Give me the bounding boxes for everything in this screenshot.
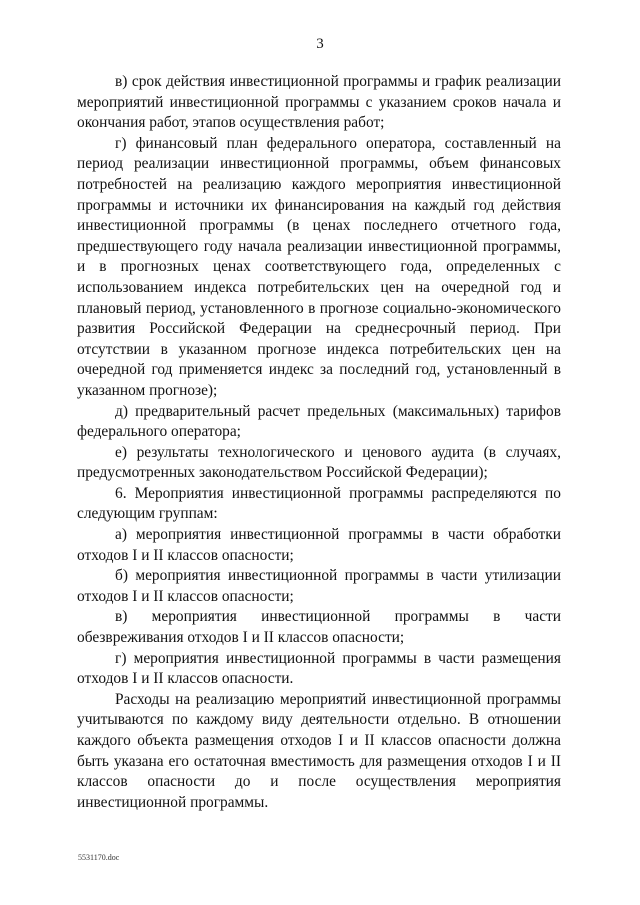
paragraph-group-b: б) мероприятия инвестиционной программы в части утилизации отходов I и II классов опасности; <box>77 567 561 605</box>
paragraph-item-g-financial-plan: г) финансовый план федерального оператора, составленный на период реализации инвестиционной программы, объем финансовых потребностей на реализацию каждого мероприятия инвестиционной программы и источники их финансирования на каждый год действия инвестиционной программы (в ценах последнего отчетного года, предшествующего году начала реализации инвестиционной программы, и в прогнозных ценах соответствующего года, определенных с использованием индекса потребительских цен на очередной год и плановый период, установленного в прогнозе социально-экономического развития Российской Федерации на среднесрочный период. При отсутствии в указанном прогнозе индекса потребительских цен на очередной год применяется индекс за последний год, установленный в указанном прогнозе); <box>77 134 561 399</box>
footer-filename: 5531170.doc <box>78 853 120 862</box>
paragraph-group-v: в) мероприятия инвестиционной программы в части обезвреживания отходов I и II классов опасности; <box>77 608 561 647</box>
page-number: 3 <box>316 36 324 52</box>
paragraph-group-a: а) мероприятия инвестиционной программы в части обработки отходов I и II классов опасности; <box>77 526 561 564</box>
paragraph-group-g: г) мероприятия инвестиционной программы в части размещения отходов I и II классов опасности. <box>77 649 561 688</box>
paragraph-item-e: е) результаты технологического и ценового аудита (в случаях, предусмотренных законодательством Российской Федерации); <box>77 443 561 482</box>
paragraph-item-d: д) предварительный расчет предельных (максимальных) тарифов федерального оператора; <box>77 402 561 441</box>
document-body <box>77 72 561 813</box>
paragraph-item-v: в) срок действия инвестиционной программы и график реализации мероприятий инвестиционной программы с указанием сроков начала и окончания работ, этапов осуществления работ; <box>77 73 561 132</box>
paragraph-section-6: 6. Мероприятия инвестиционной программы распределяются по следующим группам: <box>77 484 561 523</box>
paragraph-expenses: Расходы на реализацию мероприятий инвестиционной программы учитываются по каждому виду деятельности отдельно. В отношении каждого объекта размещения отходов I и II классов опасности должна быть указана его остаточная вместимость для размещения отходов I и II классов опасности до и после осуществления мероприятия инвестиционной программы. <box>77 690 561 811</box>
